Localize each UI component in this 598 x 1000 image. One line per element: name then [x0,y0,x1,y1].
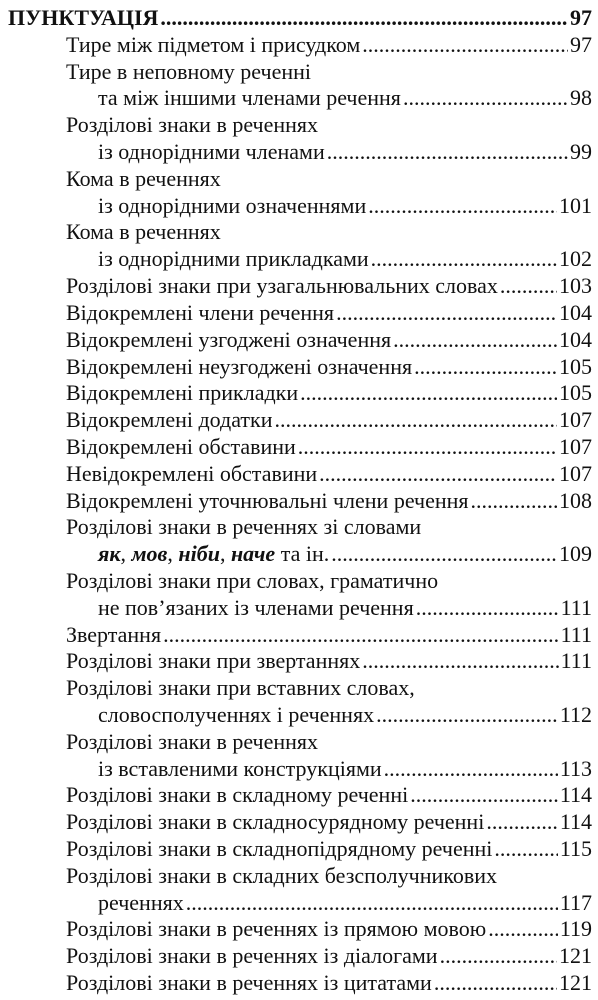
entry-text: не пов’язаних із членами речення [98,594,414,620]
toc-entry [66,621,592,648]
toc-entry [66,781,592,808]
entry-text: Кома в реченнях [66,219,221,245]
dot-leader [362,31,568,58]
toc-entry [66,513,592,540]
entry-page: 109 [559,541,592,567]
entry-page: 104 [559,326,592,352]
dot-leader [368,192,557,219]
toc-entry [66,406,592,433]
entry-text: Відокремлені узгоджені означення [66,326,392,352]
dot-leader [471,487,557,514]
toc-entry [66,433,592,460]
entry-text: Відокремлені члени речення [66,299,335,325]
entry-page: 112 [559,701,592,727]
toc-entry [66,808,592,835]
dot-leader [331,540,557,567]
entry-text: із однорідними членами [98,139,325,164]
toc-entry [66,326,592,353]
toc-entry-continuation [98,755,592,782]
toc-entry [66,674,592,701]
toc-entry-continuation [98,594,592,621]
dot-leader [300,379,557,406]
entry-page: 105 [559,353,592,379]
toc-entry [66,969,592,996]
entry-text: Розділові знаки в реченнях [66,112,319,138]
entry-page: 114 [559,782,592,808]
dot-leader [410,781,558,808]
keyword: наче [230,541,276,567]
entry-page: 117 [559,889,592,915]
entry-page: 107 [559,460,592,486]
toc-entry [66,31,592,58]
dot-leader [319,460,557,487]
toc-entry [66,58,592,85]
toc-entry [66,379,592,406]
entry-page: 121 [559,970,592,995]
entry-text: Розділові знаки в складних безсполучникових [66,862,497,888]
toc-entry [66,567,592,594]
toc-entry [66,165,592,192]
section-title-text: ПУНКТУАЦІЯ [8,5,159,30]
dot-leader [327,138,568,165]
toc-entry [66,728,592,755]
dot-leader [440,942,557,969]
toc-entry [66,218,592,245]
entry-text: Тире між підметом і присудком [66,31,361,57]
toc-entry-continuation [98,245,592,272]
keyword: мов [131,541,168,567]
entry-text: Кома в реченнях [66,165,221,191]
dot-leader [298,433,557,460]
dot-leader [488,915,558,942]
entry-text: та між іншими членами речення [98,85,401,111]
entry-page: 111 [560,621,592,647]
entry-text: Відокремлені уточнювальні члени речення [66,487,469,513]
dot-leader [494,835,557,862]
toc-entry-continuation [98,138,592,165]
entry-page: 108 [559,487,592,513]
section-page-number: 97 [570,5,592,30]
toc-entry [66,915,592,942]
entry-text: Тире в неповному реченні [66,58,311,84]
entry-text: Розділові знаки в складносурядному реченні [66,809,485,835]
entry-text: реченнях [98,889,184,915]
dot-leader [486,808,557,835]
dot-leader [336,299,557,326]
entry-page: 104 [559,299,592,325]
toc-entry [66,460,592,487]
entry-page: 98 [570,85,592,111]
dot-leader [362,647,558,674]
dot-leader [163,621,559,648]
toc-entry [66,299,592,326]
entry-page: 111 [560,648,592,674]
toc-entry [66,487,592,514]
entry-text-tail: та ін. [275,541,330,567]
entry-text: Відокремлені обставини [66,433,296,459]
toc-entry-continuation [98,84,592,111]
entry-text: Розділові знаки при словах, граматично [66,567,439,593]
entry-text: Розділові знаки в реченнях із цитатами [66,970,432,995]
entry-page: 107 [559,407,592,433]
entry-page: 115 [559,836,592,861]
separator: , [120,541,132,567]
entry-text: із однорідними прикладками [98,246,369,272]
dot-leader [160,4,568,31]
dot-leader [376,701,558,728]
toc-entry [66,647,592,674]
separator: , [219,541,231,567]
entry-text: Відокремлені прикладки [66,380,299,406]
toc-entry [66,111,592,138]
dot-leader [275,406,557,433]
entry-text: Розділові знаки при вставних словах, [66,675,415,701]
entry-text: Розділові знаки в реченнях [66,728,319,754]
entry-text: Розділові знаки в складному реченні [66,782,409,808]
entry-page: 103 [559,273,592,299]
toc-entry [66,353,592,380]
entry-text-with-keywords [98,540,329,567]
toc-entry [66,942,592,969]
dot-leader [186,889,558,916]
toc-entry [66,272,592,299]
entry-text: із вставленими конструкціями [98,755,382,781]
dot-leader [384,755,558,782]
entry-text: Розділові знаки при узагальнювальних словах [66,273,498,299]
entry-page: 99 [570,139,592,164]
entry-page: 107 [559,433,592,459]
dot-leader [403,84,568,111]
entry-text: Розділові знаки в реченнях із діалогами [66,943,438,969]
toc-entry [66,835,592,862]
entry-page: 111 [560,594,592,620]
entry-page: 97 [570,31,592,57]
entry-text: Невідокремлені обставини [66,460,318,486]
dot-leader [416,594,559,621]
keyword: ніби [178,541,220,567]
entry-text: Відокремлені додатки [66,407,273,433]
entry-page: 105 [559,380,592,406]
toc-entry-continuation [98,192,592,219]
dot-leader [434,969,557,996]
entry-text: Розділові знаки в реченнях із прямою мовою [66,916,487,942]
toc-entry-continuation [98,540,592,567]
entry-text: Звертання [66,621,162,647]
dot-leader [500,272,557,299]
dot-leader [393,326,557,353]
entry-page: 119 [559,916,592,942]
toc-entry [66,862,592,889]
entry-text: Розділові знаки в реченнях зі словами [66,514,422,540]
entry-text: Розділові знаки в складнопідрядному реченні [66,836,493,861]
separator: , [167,541,179,567]
entry-page: 101 [559,192,592,218]
toc-section-title [8,4,592,31]
entry-text: Відокремлені неузгоджені означення [66,353,413,379]
entry-page: 114 [559,809,592,835]
entry-page: 113 [559,755,592,781]
toc-entry-continuation [98,889,592,916]
entry-page: 121 [559,943,592,969]
entry-page: 102 [559,246,592,272]
entry-text: Розділові знаки при звертаннях [66,648,361,674]
keyword: як [98,541,121,567]
entry-text: словосполученнях і реченнях [98,701,375,727]
dot-leader [414,353,557,380]
dot-leader [371,245,557,272]
entry-text: із однорідними означеннями [98,192,367,218]
toc-entry-continuation [98,701,592,728]
